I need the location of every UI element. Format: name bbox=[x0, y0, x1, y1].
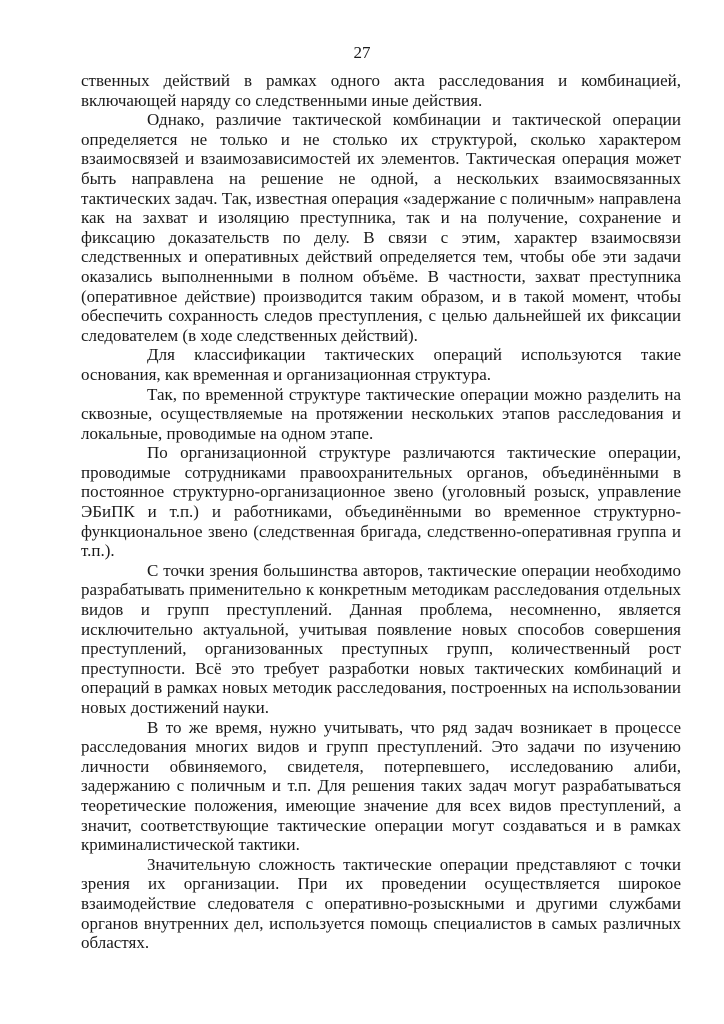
paragraph: Однако, различие тактической комбинации и тактической операции определяется не только и не столько их структурой, сколько характером взаимосвязей и взаимозависимостей их элементов. Тактическая операция может быть направлена на решение не одной, а нескольких взаимосвязанных тактических задач. Так, известная операция «задержание с поличным» направлена как на захват и изоляцию преступника, так и на получение, сохранение и фиксацию доказательств по делу. В связи с этим, характер взаимосвязи следственных и оперативных действий определяется тем, чтобы обе эти задачи оказались выполненными в полном объёме. В частности, захват преступника (оперативное действие) производится таким образом, и в такой момент, чтобы обеспечить сохранность следов преступления, с целью дальнейшей их фиксации следователем (в ходе следственных действий). bbox=[81, 110, 681, 345]
page-number: 27 bbox=[353, 43, 371, 62]
body-text bbox=[81, 71, 681, 953]
paragraph-continuation: ственных действий в рамках одного акта расследования и комбинацией, включающей наряду со следственными иные действия. bbox=[81, 71, 681, 110]
paragraph: С точки зрения большинства авторов, тактические операции необходимо разрабатывать применительно к конкретным методикам расследования отдельных видов и групп преступлений. Данная проблема, несомненно, является исключительно актуальной, учитывая появление новых способов совершения преступлений, организованных преступных групп, количественный рост преступности. Всё это требует разработки новых тактических комбинаций и операций в рамках новых методик расследования, построенных на использовании новых достижений науки. bbox=[81, 560, 681, 717]
paragraph: Для классификации тактических операций используются такие основания, как временная и организационная структура. bbox=[81, 345, 681, 384]
paragraph: Так, по временной структуре тактические операции можно разделить на сквозные, осуществляемые на протяжении нескольких этапов расследования и локальные, проводимые на одном этапе. bbox=[81, 384, 681, 443]
paragraph: По организационной структуре различаются тактические операции, проводимые сотрудниками правоохранительных органов, объединёнными в постоянное структурно-организационное звено (уголовный розыск, управление ЭБиПК и т.п.) и работниками, объединёнными во временное структурно-функциональное звено (следственная бригада, следственно-оперативная группа и т.п.). bbox=[81, 443, 681, 561]
paragraph: В то же время, нужно учитывать, что ряд задач возникает в процессе расследования многих видов и групп преступлений. Это задачи по изучению личности обвиняемого, свидетеля, потерпевшего, исследованию алиби, задержанию с поличным и т.п. Для решения таких задач могут разрабатываться теоретические положения, имеющие значение для всех видов преступлений, а значит, соответствующие тактические операции могут создаваться и в рамках криминалистической тактики. bbox=[81, 717, 681, 855]
paragraph: Значительную сложность тактические операции представляют с точки зрения их организации. При их проведении осуществляется широкое взаимодействие следователя с оперативно-розыскными и другими службами органов внутренних дел, используется помощь специалистов в самых различных областях. bbox=[81, 854, 681, 953]
